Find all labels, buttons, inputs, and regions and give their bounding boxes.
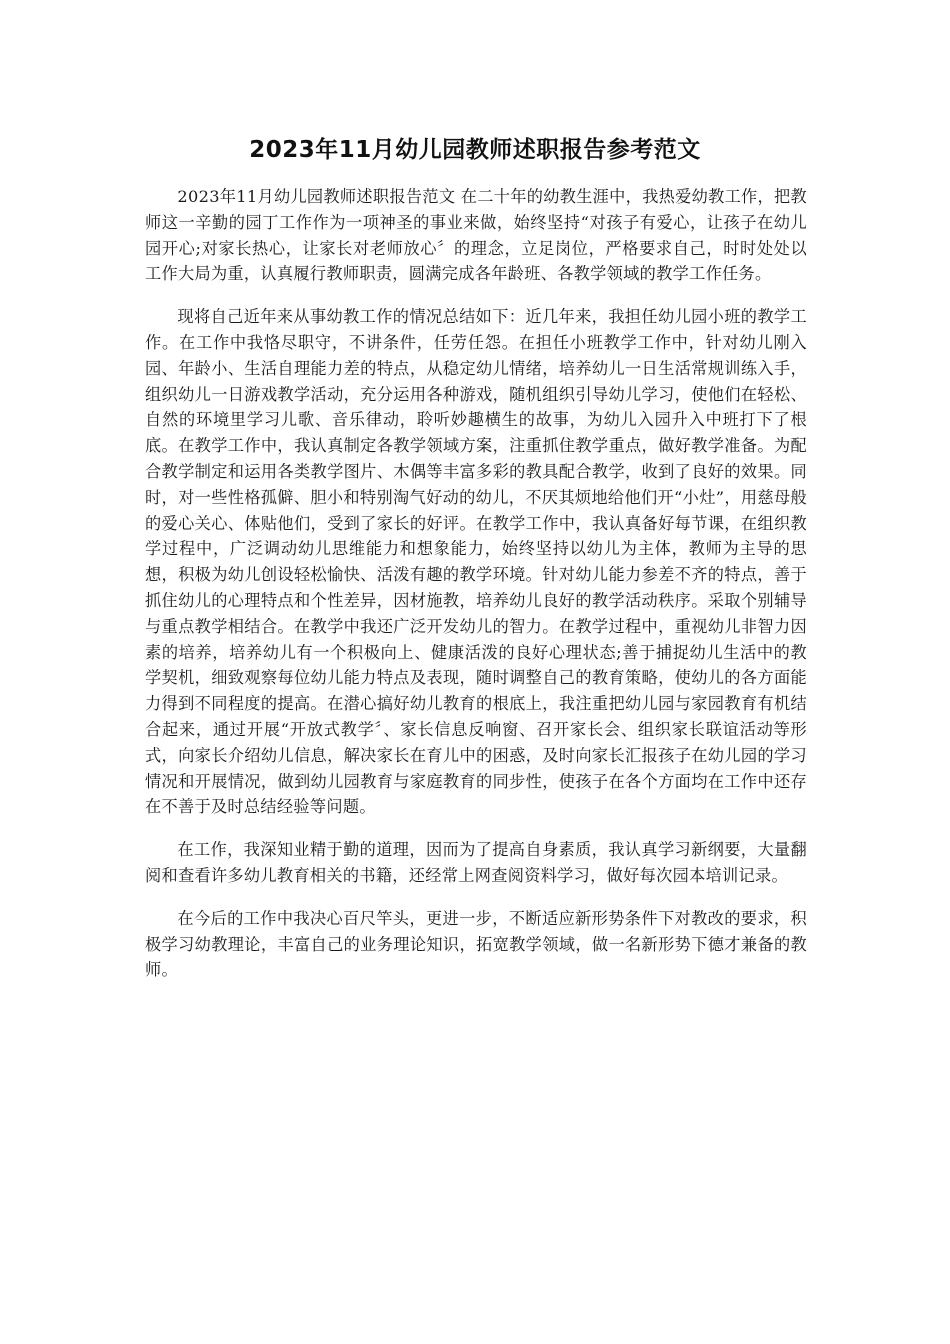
paragraph-summary: 现将自己近年来从事幼教工作的情况总结如下：近几年来，我担任幼儿园小班的教学工作。在工作中我恪尽职守，不讲条件，任劳任怨。在担任小班教学工作中，针对幼儿刚入园、年龄小、生活自理能力差的特点，从稳定幼儿情绪，培养幼儿一日生活常规训练入手，组织幼儿一日游戏教学活动，充分运用各种游戏，随机组织引导幼儿学习，使他们在轻松、自然的环境里学习儿歌、音乐律动，聆听妙趣横生的故事，为幼儿入园升入中班打下了根底。在教学工作中，我认真制定各教学领域方案，注重抓住教学重点，做好教学准备。为配合教学制定和运用各类教学图片、木偶等丰富多彩的教具配合教学，收到了良好的效果。同时，对一些性格孤僻、胆小和特别淘气好动的幼儿，不厌其烦地给他们开“小灶”，用慈母般的爱心关心、体贴他们，受到了家长的好评。在教学工作中，我认真备好每节课，在组织教学过程中，广泛调动幼儿思维能力和想象能力，始终坚持以幼儿为主体，教师为主导的思想，积极为幼儿创设轻松愉快、活泼有趣的教学环境。针对幼儿能力参差不齐的特点，善于抓住幼儿的心理特点和个性差异，因材施教，培养幼儿良好的教学活动秩序。采取个别辅导与重点教学相结合。在教学中我还广泛开发幼儿的智力。在教学过程中，重视幼儿非智力因素的培养，培养幼儿有一个积极向上、健康活泼的良好心理状态;善于捕捉幼儿生活中的教学契机，细致观察每位幼儿能力特点及表现，随时调整自己的教育策略，使幼儿的各方面能力得到不同程度的提高。在潜心搞好幼儿教育的根底上，我注重把幼儿园与家园教育有机结合起来，通过开展“开放式教学〞、家长信息反响窗、召开家长会、组织家长联谊活动等形式，向家长介绍幼儿信息，解决家长在育儿中的困惑，及时向家长汇报孩子在幼儿园的学习情况和开展情况，做到幼儿园教育与家庭教育的同步性，使孩子在各个方面均在工作中还存在不善于及时总结经验等问题。 <box>145 307 807 817</box>
paragraph-intro: 2023年11月幼儿园教师述职报告范文 在二十年的幼教生涯中，我热爱幼教工作，把教师这一辛勤的园丁工作作为一项神圣的事业来做，始终坚持“对孩子有爱心，让孩子在幼儿园开心;对家长热心，让家长对老师放心〞的理念，立足岗位，严格要求自己，时时处处以工作大局为重，认真履行教师职责，圆满完成各年龄班、各教学领域的教学工作任务。 <box>145 187 808 284</box>
paragraph-future: 在今后的工作中我决心百尺竿头，更进一步，不断适应新形势条件下对教改的要求，积极学习幼教理论，丰富自己的业务理论知识，拓宽教学领域，做一名新形势下德才兼备的教师。 <box>145 908 807 980</box>
paragraph-self-study: 在工作，我深知业精于勤的道理，因而为了提高自身素质，我认真学习新纲要，大量翻阅和查看许多幼儿教育相关的书籍，还经常上网查阅资料学习，做好每次园本培训记录。 <box>145 840 807 885</box>
document-title: 2023年11月幼儿园教师述职报告参考范文 <box>249 137 701 163</box>
document-body <box>145 184 807 1000</box>
